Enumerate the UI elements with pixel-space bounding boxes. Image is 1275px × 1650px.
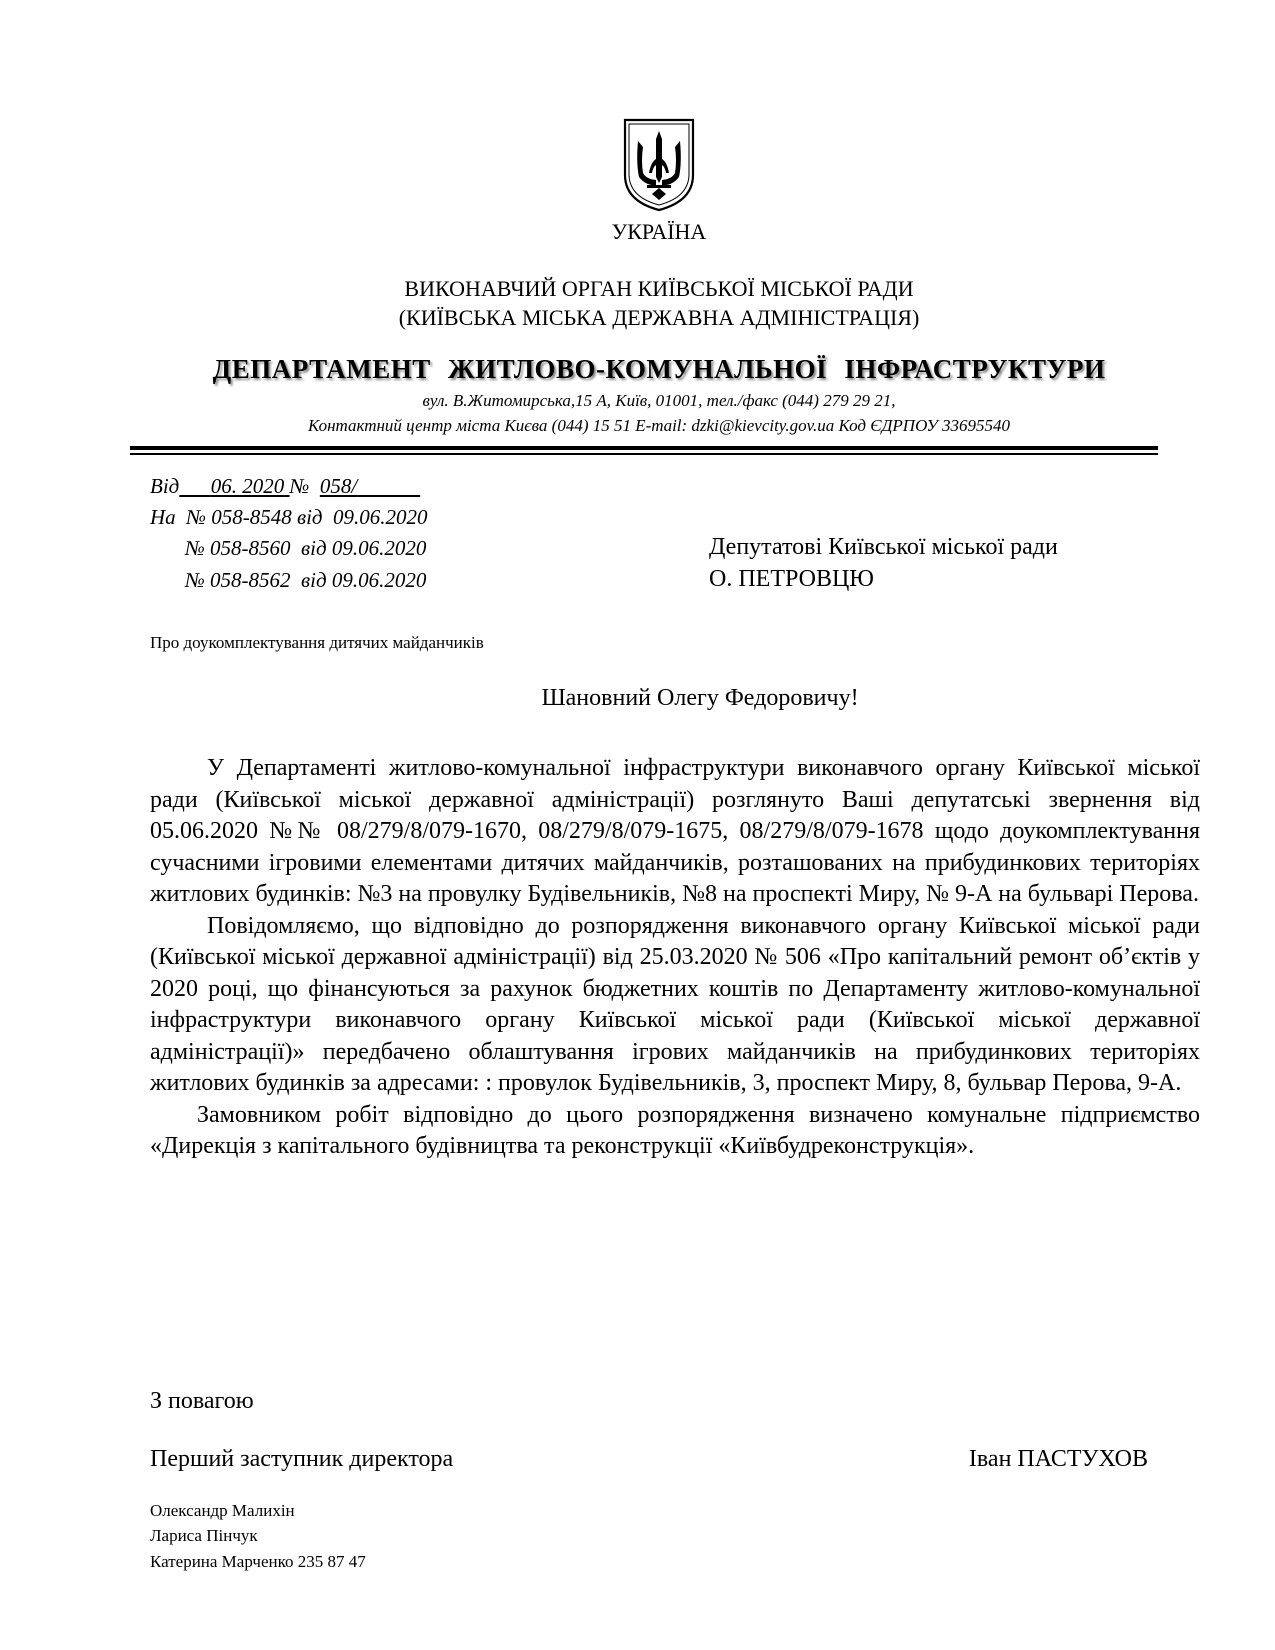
country-name: УКРАЇНА — [611, 219, 707, 244]
address-line-2: Контактний центр міста Києва (044) 15 51 E-mail: dzki@kievcity.gov.ua Код ЄДРПОУ 33695540 — [307, 416, 1011, 435]
recipient-title: Депутатові Київської міської ради — [709, 534, 1058, 560]
body-paragraph-1: У Департаменті житлово-комунальної інфраструктури виконавчого органу Київської міської ради (Київської міської державної адміністрації) розглянуто Ваші депутатські звернення від 05.06.2020 №№ 08/279/8/079-1670, 08/279/8/079-1675, 08/279/8/079-1678 щодо доукомплектування сучасними ігровими елементами дитячих майданчиків, розташованих на прибудинкових територіях житлових будинків: №3 на провулку Будівельників, №8 на проспекті Миру, № 9-А на бульварі Перова. — [150, 755, 1200, 907]
signer-name: Іван ПАСТУХОВ — [968, 1446, 1148, 1472]
org-name-line-2: (КИЇВСЬКА МІСЬКА ДЕРЖАВНА АДМІНІСТРАЦІЯ) — [398, 305, 920, 330]
org-name-line-1: ВИКОНАВЧИЙ ОРГАН КИЇВСЬКОЇ МІСЬКОЇ РАДИ — [404, 276, 914, 301]
outgoing-number: 058/ — [319, 474, 358, 498]
from-label: Від — [150, 474, 180, 498]
body-paragraph-2: Повідомляємо, що відповідно до розпорядження виконавчого органу Київської міської ради (Київської міської державної адміністрації) від 25.03.2020 № 506 «Про капітальний ремонт об’єктів у 2020 році, що фінансуються за рахунок бюджетних коштів по Департаменту житлово-комунальної інфраструктури виконавчого органу Київської міської ради (Київської міської державної адміністрації)» передбачено облаштування ігрових майданчиків на прибудинкових територіях житлових будинків за адресами: : провулок Будівельників, 3, проспект Миру, 8, бульвар Перова, 9-А. — [150, 912, 1200, 1096]
executor-line-1: Олександр Малихін — [150, 1501, 295, 1520]
closing-phrase: З повагою — [150, 1388, 254, 1414]
trident-emblem-icon — [621, 117, 697, 213]
reference-line-incoming-1: На № 058-8548 від 09.06.2020 — [150, 505, 428, 529]
signer-position: Перший заступник директора — [150, 1446, 454, 1472]
salutation: Шановний Олегу Федоровичу! — [541, 685, 859, 711]
recipient-name: О. ПЕТРОВЦЮ — [709, 566, 874, 592]
body-paragraph-3: Замовником робіт відповідно до цього розпорядження визначено комунальне підприємство «Дирекція з капітального будівництва та реконструкції «Київбудреконструкція». — [150, 1101, 1200, 1159]
reference-line-incoming-2: № 058-8560 від 09.06.2020 — [185, 536, 427, 560]
number-label: № — [289, 474, 310, 498]
department-name: ДЕПАРТАМЕНТ ЖИТЛОВО-КОМУНАЛЬНОЇ ІНФРАСТРУКТУРИ — [212, 354, 1106, 384]
executor-line-3: Катерина Марченко 235 87 47 — [150, 1552, 366, 1571]
reference-line-incoming-3: № 058-8562 від 09.06.2020 — [185, 568, 427, 592]
header-rule-thin — [130, 453, 1158, 455]
address-line-1: вул. В.Житомирська,15 А, Київ, 01001, тел./факс (044) 279 29 21, — [422, 391, 896, 410]
executor-line-2: Лариса Пінчук — [150, 1526, 258, 1545]
letter-body — [150, 753, 1200, 1163]
header-rule-thick — [130, 446, 1158, 450]
reference-line-outgoing — [150, 474, 420, 499]
letter-subject: Про доукомплектування дитячих майданчиків — [150, 633, 484, 652]
outgoing-date: 06. 2020 — [210, 474, 285, 498]
